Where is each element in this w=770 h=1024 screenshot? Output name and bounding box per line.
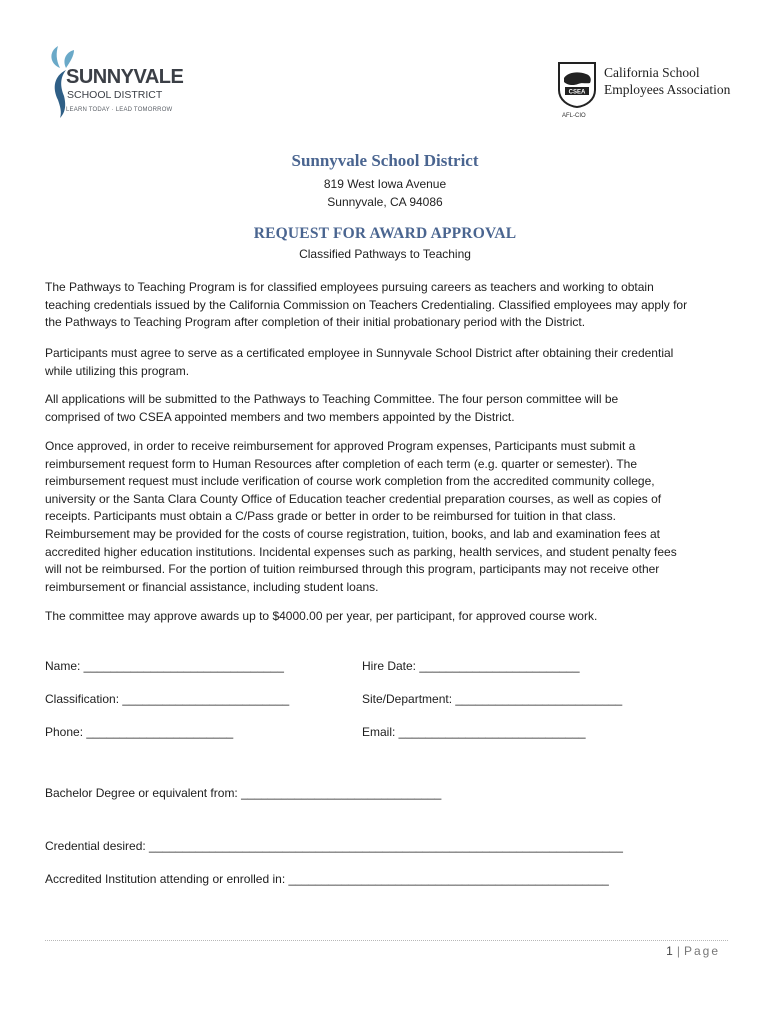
- address-line-2: Sunnyvale, CA 94086: [327, 195, 443, 209]
- paragraph-program-intro: [45, 279, 735, 332]
- page-separator: |: [676, 944, 680, 958]
- paragraph-line: Reimbursement may be provided for the costs of course registration, tuition, books, and lab and examination fees at: [45, 526, 660, 541]
- footer-divider: [45, 940, 728, 941]
- district-title: Sunnyvale School District: [291, 151, 479, 170]
- district-logo-subtitle: SCHOOL DISTRICT: [67, 89, 163, 101]
- page-label: Page: [683, 944, 720, 958]
- accredited-institution-field[interactable]: Accredited Institution attending or enrolled in: ________________________________________________: [45, 872, 609, 886]
- csea-seal-icon: [556, 60, 598, 108]
- paragraph-line: Once approved, in order to receive reimbursement for approved Program expenses, Participants must submit a: [45, 439, 636, 453]
- csea-seal-text: CSEA: [568, 89, 586, 96]
- hire-date-field[interactable]: Hire Date: ________________________: [362, 659, 580, 673]
- paragraph-line: teaching credentials issued by the California Commission on Teachers Credentialing. Classified employees may apply for: [45, 297, 688, 312]
- paragraph-line: will not be reimbursed. For the portion of tuition reimbursed through this program, participants may not receive other: [45, 562, 660, 577]
- paragraph-line: All applications will be submitted to the Pathways to Teaching Committee. The four person committee will be: [45, 392, 619, 406]
- document-title: REQUEST FOR AWARD APPROVAL: [253, 225, 517, 242]
- paragraph-award-limit: The committee may approve awards up to $4000.00 per year, per participant, for approved course work.: [45, 609, 598, 623]
- paragraph-line: the Pathways to Teaching Program after completion of their initial probationary period with the District.: [45, 315, 586, 330]
- district-logo-name: SUNNYVALE: [66, 66, 184, 88]
- classification-field[interactable]: Classification: _________________________: [45, 692, 290, 706]
- paragraph-line: reimbursement or financial assistance, including student loans.: [45, 579, 379, 594]
- paragraph-reimbursement: [45, 438, 735, 596]
- name-field[interactable]: Name: ______________________________: [45, 659, 284, 673]
- csea-name: [604, 64, 730, 98]
- paragraph-line: while utilizing this program.: [45, 363, 190, 378]
- page-number: 1: [666, 944, 673, 958]
- page-footer: [666, 944, 720, 958]
- bachelor-degree-field[interactable]: Bachelor Degree or equivalent from: ______________________________: [45, 786, 442, 800]
- paragraph-line: accredited higher education institutions. Incidental expenses such as parking, health services, and student penalty fees: [45, 544, 677, 559]
- site-department-field[interactable]: Site/Department: _________________________: [362, 692, 623, 706]
- paragraph-line: reimbursement request form to Human Resources after completion of each term (e.g. quarter or semester). The: [45, 456, 638, 471]
- document-subtitle: Classified Pathways to Teaching: [299, 247, 471, 261]
- email-field[interactable]: Email: ____________________________: [362, 725, 586, 739]
- address-line-1: 819 West Iowa Avenue: [323, 177, 447, 191]
- paragraph-line: reimbursement request must include verification of course work completion from the accredited community college,: [45, 474, 655, 489]
- paragraph-service-agreement: [45, 345, 735, 380]
- credential-desired-field[interactable]: Credential desired: _______________________________________________________________________: [45, 839, 623, 853]
- phone-field[interactable]: Phone: ______________________: [45, 725, 234, 739]
- csea-name-line1: California School: [604, 65, 700, 80]
- csea-logo: [552, 58, 730, 124]
- csea-name-line2: Employees Association: [604, 82, 731, 97]
- paragraph-committee: [45, 391, 735, 426]
- paragraph-line: university or the Santa Clara County Office of Education teacher credential preparation courses, as well as copies of: [45, 491, 662, 506]
- district-logo-tagline: LEARN TODAY · LEAD TOMORROW: [66, 107, 173, 113]
- paragraph-line: Participants must agree to serve as a certificated employee in Sunnyvale School District after obtaining their credential: [45, 346, 674, 360]
- csea-affiliation: AFL-CIO: [562, 113, 586, 119]
- paragraph-line: receipts. Participants must obtain a C/Pass grade or better in order to be reimbursed for tuition in that class.: [45, 509, 616, 524]
- paragraph-line: The Pathways to Teaching Program is for classified employees pursuing careers as teachers and working to obtain: [45, 280, 654, 294]
- sunnyvale-logo: [44, 44, 194, 122]
- paragraph-line: comprised of two CSEA appointed members and two members appointed by the District.: [45, 409, 515, 424]
